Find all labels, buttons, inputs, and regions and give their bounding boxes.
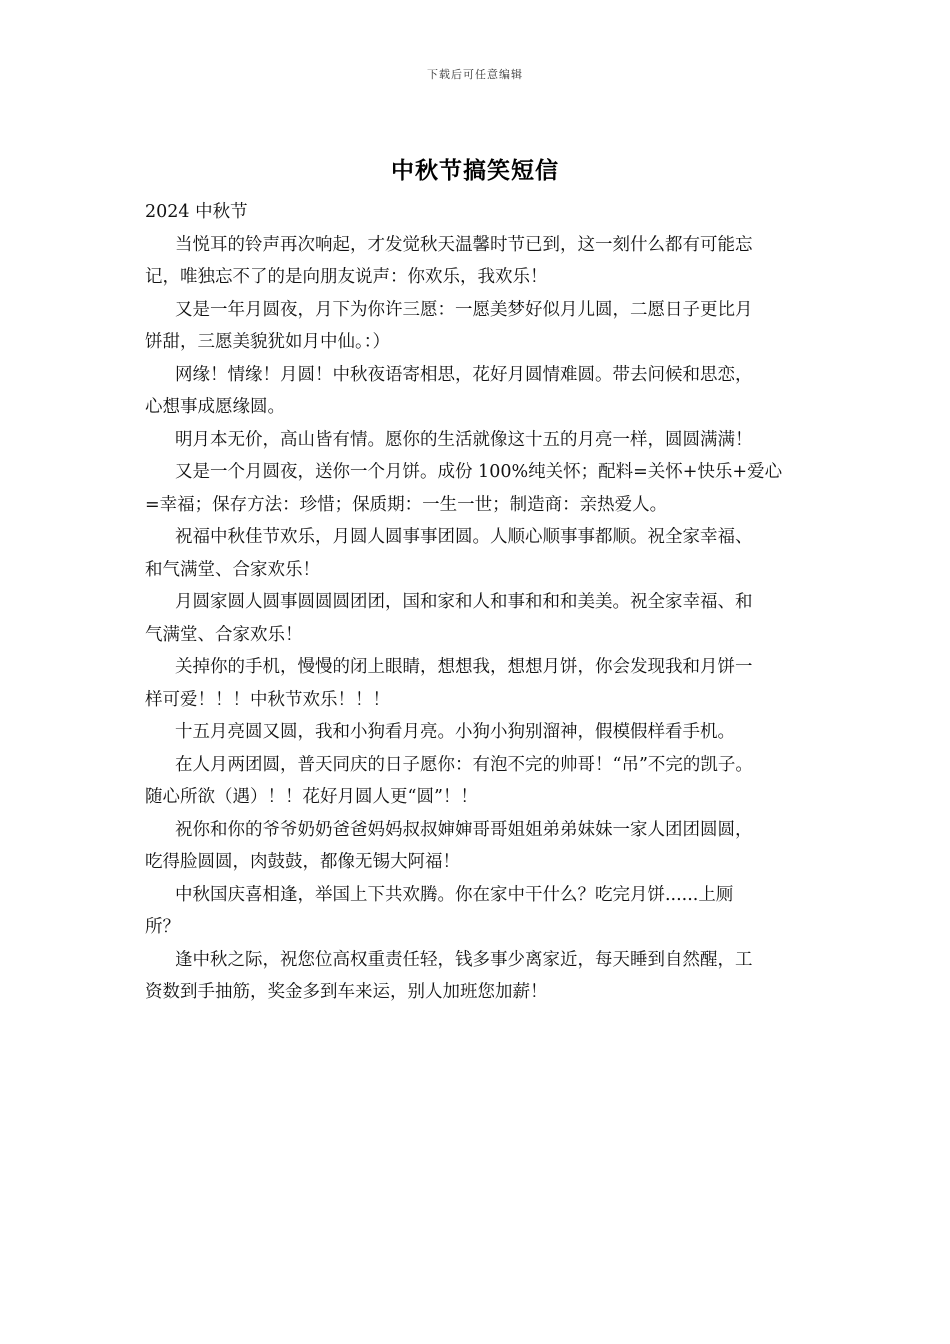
document-title: 中秋节搞笑短信	[391, 157, 559, 184]
message-paragraph	[145, 814, 810, 879]
message-list	[145, 229, 810, 1009]
message-line: 又是一个月圆夜，送你一个月饼。成份 100%纯关怀；配料=关怀+快乐+爱心	[175, 462, 783, 482]
message-paragraph	[145, 586, 810, 651]
message-line: 明月本无价，高山皆有情。愿你的生活就像这十五的月亮一样，圆圆满满！	[175, 429, 753, 450]
message-paragraph	[145, 521, 810, 586]
message-line: 随心所欲（遇）！！花好月圆人更“圆”！！	[145, 787, 478, 807]
message-line: 饼甜，三愿美貌犹如月中仙。：）	[145, 332, 390, 352]
message-line: 记，唯独忘不了的是向朋友说声：你欢乐，我欢乐！	[145, 267, 548, 287]
message-line: 网缘！情缘！月圆！中秋夜语寄相思，花好月圆情难圆。带去问候和思恋，	[175, 364, 753, 385]
message-line: 和气满堂、合家欢乐！	[145, 559, 320, 580]
message-paragraph	[145, 716, 810, 749]
message-line: 月圆家圆人圆事圆圆圆团团，国和家和人和事和和和美美。祝全家幸福、和	[175, 592, 753, 612]
message-line: 十五月亮圆又圆，我和小狗看月亮。小狗小狗别溜神，假模假样看手机。	[175, 722, 735, 742]
message-line: =幸福；保存方法：珍惜；保质期：一生一世；制造商：亲热爱人。	[145, 494, 668, 515]
message-line: 又是一年月圆夜，月下为你许三愿：一愿美梦好似月儿圆，二愿日子更比月	[175, 299, 753, 320]
message-line: 所？	[145, 917, 180, 937]
message-line: 样可爱！！！中秋节欢乐！！！	[145, 689, 390, 710]
message-line: 在人月两团圆，普天同庆的日子愿你：有泡不完的帅哥！“吊”不完的凯子。	[175, 754, 753, 775]
message-paragraph	[145, 749, 810, 814]
message-paragraph	[145, 879, 810, 944]
document-body	[145, 196, 810, 1009]
message-line: 当悦耳的铃声再次响起，才发觉秋天温馨时节已到，这一刻什么都有可能忘	[175, 234, 753, 255]
message-line: 中秋国庆喜相逢，举国上下共欢腾。你在家中干什么？吃完月饼......上厕	[175, 884, 734, 905]
message-paragraph	[145, 944, 810, 1009]
message-line: 祝你和你的爷爷奶奶爸爸妈妈叔叔婶婶哥哥姐姐弟弟妹妹一家人团团圆圆，	[175, 819, 753, 840]
message-line: 祝福中秋佳节欢乐，月圆人圆事事团圆。人顺心顺事事都顺。祝全家幸福、	[175, 527, 753, 547]
document-subtitle: 2024 中秋节	[145, 202, 248, 222]
message-paragraph	[145, 229, 810, 294]
message-line: 资数到手抽筋，奖金多到车来运，别人加班您加薪！	[145, 982, 548, 1002]
message-paragraph	[145, 359, 810, 424]
message-line: 关掉你的手机，慢慢的闭上眼睛，想想我，想想月饼，你会发现我和月饼一	[175, 657, 753, 677]
message-paragraph	[145, 651, 810, 716]
header-note: 下载后可任意编辑	[427, 68, 523, 81]
message-paragraph	[145, 294, 810, 359]
message-line: 气满堂、合家欢乐！	[145, 624, 303, 645]
message-line: 心想事成愿缘圆。	[145, 397, 285, 417]
message-line: 逢中秋之际，祝您位高权重责任轻，钱多事少离家近，每天睡到自然醒，工	[175, 949, 753, 970]
message-line: 吃得脸圆圆，肉鼓鼓，都像无锡大阿福！	[145, 852, 460, 872]
message-paragraph	[145, 456, 810, 521]
message-paragraph	[145, 424, 810, 457]
